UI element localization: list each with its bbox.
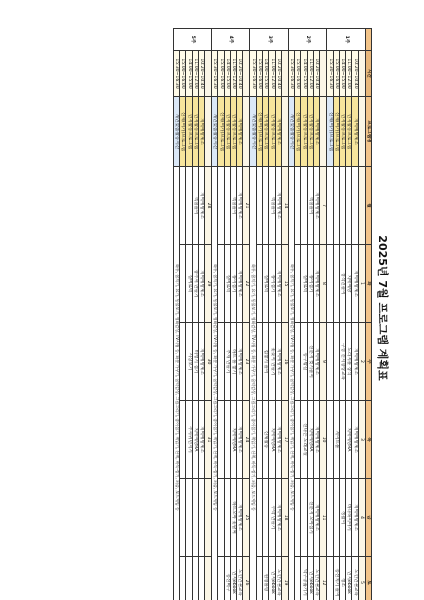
- activity-cell: [218, 557, 224, 600]
- date-cell: 24: [243, 401, 250, 479]
- date-cell: 30: [205, 323, 212, 401]
- time-cell: 15:00~16:00: [256, 51, 262, 97]
- activity-cell: [179, 479, 185, 557]
- program-cell: 인지활동프로그램: [307, 97, 313, 167]
- time-cell: 14:00~15:00: [301, 51, 307, 97]
- program-cell: 인지활동프로그램: [230, 97, 236, 167]
- activity-cell: [179, 167, 185, 245]
- activity-cell: 종이접기: [230, 245, 236, 323]
- activity-cell: 시장보기: [186, 323, 192, 401]
- schedule-row: [314, 29, 320, 600]
- activity-cell: [224, 401, 230, 479]
- activity-cell: [333, 245, 339, 323]
- activity-cell: [295, 323, 301, 401]
- date-row-spacer: [205, 97, 212, 167]
- activity-cell: [333, 323, 339, 401]
- program-cell: 신체(여가)프로그램: [256, 97, 262, 167]
- activity-cell: 치매예방체조: [314, 401, 320, 479]
- activity-cell: 꽃꽂이 만들기: [269, 323, 275, 401]
- activity-cell: 치매예방체조: [237, 479, 243, 557]
- activity-cell: [263, 167, 269, 245]
- activity-cell: 인지ebook: [307, 557, 313, 600]
- schedule-row: [288, 29, 294, 600]
- time-cell: 15:30~16:30: [288, 51, 294, 97]
- activity-cell: [339, 167, 345, 245]
- time-cell: 10:20~10:40: [237, 51, 243, 97]
- program-cell: 치매예방체조: [237, 97, 243, 167]
- schedule-row: [301, 29, 307, 600]
- activity-cell: [263, 479, 269, 557]
- program-cell: 인지활동프로그램: [192, 97, 198, 167]
- activity-cell: 양주셔 만들기: [192, 245, 198, 323]
- activity-cell: 신체활동: [263, 401, 269, 479]
- activity-cell: 치매예방체조: [198, 167, 204, 245]
- day-header-sat: 토: [365, 557, 371, 600]
- date-row-spacer: [243, 51, 250, 97]
- header-row: [365, 29, 371, 600]
- activity-cell: 치매예방체조: [275, 479, 281, 557]
- time-cell: 11:00~12:00: [230, 51, 236, 97]
- activity-cell: 치매예방체조: [314, 167, 320, 245]
- schedule-row: [230, 29, 236, 600]
- activity-cell: [186, 557, 192, 600]
- activity-cell: [218, 245, 224, 323]
- activity-cell: 치매예방체조: [198, 323, 204, 401]
- activity-cell: [192, 479, 198, 557]
- activity-cell: [256, 323, 262, 401]
- week-label: 2주: [288, 29, 326, 51]
- program-cell: 치매예방체조: [275, 97, 281, 167]
- activity-cell: [218, 479, 224, 557]
- time-cell: 11:00~12:00: [192, 51, 198, 97]
- date-cell: 31: [205, 401, 212, 479]
- activity-cell: 치매예방체조: [314, 323, 320, 401]
- activity-cell: [179, 245, 185, 323]
- time-cell: 14:00~15:00: [263, 51, 269, 97]
- activity-cell: 실버로빅: [301, 245, 307, 323]
- activity-cell: [218, 167, 224, 245]
- program-cell: 인지활동프로그램: [346, 97, 352, 167]
- activity-cell: [327, 479, 333, 557]
- time-cell: 10:20~10:40: [275, 51, 281, 97]
- activity-cell: [256, 479, 262, 557]
- activity-cell: 치매예방체조: [352, 245, 358, 323]
- personal-activity-note: 화투, 몸치기, 요가, 동물보기, 영화감상, TV시청 등, 화분 가꾸기, 음악감상, 그림그리기, 종이접기, 책읽기, 산책, 바둑·장기, 퍼즐, 보드게임 등: [288, 167, 294, 600]
- activity-cell: 구성 인지향상교육: [339, 323, 345, 401]
- activity-cell: 치매예방: [346, 245, 352, 323]
- time-cell: 14:00~15:00: [224, 51, 230, 97]
- activity-cell: [218, 401, 224, 479]
- date-cell: [358, 167, 365, 245]
- program-cell: 치매예방체조: [314, 97, 320, 167]
- date-cell: [205, 479, 212, 557]
- activity-cell: 하트 볼 쌓기: [230, 323, 236, 401]
- schedule-row: [250, 29, 256, 600]
- date-cell: 15: [281, 245, 288, 323]
- schedule-row: [256, 29, 262, 600]
- activity-cell: [224, 479, 230, 557]
- activity-cell: 치매예방RA: [192, 401, 198, 479]
- activity-cell: 게이트볼: [333, 401, 339, 479]
- date-cell: 5: [358, 557, 365, 600]
- schedule-sheet: [32, 28, 392, 597]
- activity-cell: [295, 479, 301, 557]
- schedule-row: [275, 29, 281, 600]
- week-header: [365, 29, 371, 51]
- activity-cell: [179, 401, 185, 479]
- date-row: [320, 29, 327, 600]
- personal-activity-note: 화투, 몸치기, 요가, 동물보기, 영화감상, TV시청 등, 화분 가꾸기, 음악감상, 그림그리기, 종이접기, 책읽기, 산책, 바둑·장기, 퍼즐, 보드게임 등: [250, 167, 256, 600]
- time-cell: 15:30~16:30: [212, 51, 218, 97]
- schedule-row: [269, 29, 275, 600]
- date-cell: 28: [205, 167, 212, 245]
- date-cell: 11: [320, 479, 327, 557]
- program-cell: 인지활동프로그램: [263, 97, 269, 167]
- activity-cell: 색칠놀이: [230, 167, 236, 245]
- activity-cell: [327, 167, 333, 245]
- activity-cell: 치매예방체조: [237, 167, 243, 245]
- activity-cell: [339, 401, 345, 479]
- day-header-wed: 수: [365, 323, 371, 401]
- date-row-spacer: [320, 97, 327, 167]
- time-cell: 15:30~16:30: [327, 51, 333, 97]
- activity-cell: 치매예방RA: [307, 401, 313, 479]
- time-cell: 10:20~10:40: [352, 51, 358, 97]
- time-cell: 15:00~16:00: [179, 51, 185, 97]
- activity-cell: [192, 557, 198, 600]
- activity-cell: 치매예방체조: [198, 245, 204, 323]
- activity-cell: [327, 245, 333, 323]
- activity-cell: 치매예방체조: [275, 401, 281, 479]
- activity-cell: 치매예방체조: [352, 323, 358, 401]
- program-cell: 인지활동프로그램: [224, 97, 230, 167]
- program-cell: 개인맞춤활동시간: [288, 97, 294, 167]
- activity-cell: 풍선배구: [224, 557, 230, 600]
- program-cell: 개인맞춤활동시간: [173, 97, 179, 167]
- activity-cell: [218, 323, 224, 401]
- program-cell: 신체(여가)프로그램: [333, 97, 339, 167]
- program-cell: 인지활동프로그램: [339, 97, 345, 167]
- activity-cell: 원형볼링: [263, 557, 269, 600]
- activity-cell: [198, 557, 204, 600]
- time-cell: 14:00~15:00: [186, 51, 192, 97]
- time-cell: 15:00~16:00: [333, 51, 339, 97]
- personal-activity-note: 화투, 몸치기, 요가, 동물보기, 영화감상, TV시청 등, 화분 가꾸기, 음악감상, 그림그리기, 종이접기, 책읽기, 산책, 바둑·장기, 퍼즐, 보드게임 등: [212, 167, 218, 600]
- date-row-spacer: [358, 51, 365, 97]
- activity-cell: 치매예방체조: [275, 167, 281, 245]
- schedule-row: [186, 29, 192, 600]
- time-cell: 11:00~12:00: [307, 51, 313, 97]
- program-cell: 치매예방체조: [198, 97, 204, 167]
- schedule-row: [198, 29, 204, 600]
- activity-cell: 인지ebook: [230, 557, 236, 600]
- schedule-row: [173, 29, 179, 600]
- date-row-spacer: [281, 51, 288, 97]
- activity-cell: [256, 245, 262, 323]
- activity-cell: [301, 167, 307, 245]
- program-cell: 개인맞춤활동시간: [250, 97, 256, 167]
- activity-cell: 치매예방RA: [230, 401, 236, 479]
- date-cell: 9: [320, 323, 327, 401]
- date-cell: 3: [358, 401, 365, 479]
- activity-cell: 색칠놀이: [307, 167, 313, 245]
- date-cell: 18: [281, 479, 288, 557]
- activity-cell: 노인인권교육: [237, 557, 243, 600]
- activity-cell: 신문지 찢기놀이: [307, 323, 313, 401]
- week-label: 3주: [250, 29, 288, 51]
- time-cell: 11:00~12:00: [346, 51, 352, 97]
- time-cell: 10:20~10:40: [198, 51, 204, 97]
- activity-cell: 탁구공옮기기: [301, 557, 307, 600]
- program-cell: 인지활동프로그램: [186, 97, 192, 167]
- activity-cell: 바다속이야기: [346, 479, 352, 557]
- activity-cell: [256, 557, 262, 600]
- activity-cell: [186, 167, 192, 245]
- schedule-row: [295, 29, 301, 600]
- activity-cell: 종이접기: [307, 245, 313, 323]
- date-cell: 8: [320, 245, 327, 323]
- schedule-row: [346, 29, 352, 600]
- activity-cell: 생활이: [339, 479, 345, 557]
- activity-cell: 치매예방RA: [269, 401, 275, 479]
- time-cell: 11:00~12:00: [269, 51, 275, 97]
- schedule-row: [224, 29, 230, 600]
- date-cell: 2: [358, 323, 365, 401]
- program-cell: 인지활동프로그램: [301, 97, 307, 167]
- activity-cell: 종이접기: [269, 245, 275, 323]
- activity-cell: 치매예방체조: [275, 245, 281, 323]
- time-cell: 15:00~16:00: [295, 51, 301, 97]
- activity-cell: 색칠놀이: [269, 167, 275, 245]
- activity-cell: 치매예방체조: [314, 245, 320, 323]
- day-header-tue: 화: [365, 245, 371, 323]
- activity-cell: [301, 479, 307, 557]
- date-row: [205, 29, 212, 600]
- date-row-spacer: [243, 97, 250, 167]
- activity-cell: 풍선치기 놀이: [333, 557, 339, 600]
- date-cell: 29: [205, 245, 212, 323]
- schedule-row: [307, 29, 313, 600]
- activity-cell: [179, 557, 185, 600]
- activity-cell: 청소: [339, 557, 345, 600]
- activity-cell: [333, 167, 339, 245]
- day-header-mon: 월: [365, 167, 371, 245]
- activity-cell: [352, 167, 358, 245]
- program-header: 프로그램명: [365, 97, 371, 167]
- activity-cell: [295, 245, 301, 323]
- activity-cell: 부채 만들기: [224, 323, 230, 401]
- activity-cell: 노인인권교육: [352, 557, 358, 600]
- activity-cell: 치매예방체조: [198, 401, 204, 479]
- date-row: [358, 29, 365, 600]
- date-cell: 1: [358, 245, 365, 323]
- program-cell: 신체(여가)프로그램: [218, 97, 224, 167]
- date-cell: 19: [281, 557, 288, 600]
- date-cell: 14: [281, 167, 288, 245]
- activity-cell: [327, 557, 333, 600]
- activity-cell: 인지ebook: [346, 557, 352, 600]
- activity-cell: 치매예방체조: [275, 323, 281, 401]
- date-cell: 7: [320, 167, 327, 245]
- activity-cell: 신나는 노래교실: [301, 401, 307, 479]
- activity-cell: [179, 323, 185, 401]
- time-cell: 14:00~15:00: [339, 51, 345, 97]
- time-cell: 15:30~16:30: [173, 51, 179, 97]
- schedule-table: [173, 28, 372, 600]
- activity-cell: 신문지 모아접기: [307, 479, 313, 557]
- activity-cell: 실버로빅: [186, 245, 192, 323]
- activity-cell: 비행기 접기: [192, 323, 198, 401]
- activity-cell: 실버로빅: [263, 245, 269, 323]
- activity-cell: 주사위던지기: [186, 401, 192, 479]
- date-cell: 26: [243, 557, 250, 600]
- date-row-spacer: [358, 97, 365, 167]
- activity-cell: 도라지볼 장식: [346, 323, 352, 401]
- activity-cell: 치매예방체조: [237, 401, 243, 479]
- activity-cell: 치매예방체조: [314, 479, 320, 557]
- date-row-spacer: [281, 97, 288, 167]
- schedule-row: [237, 29, 243, 600]
- activity-cell: 치매예방체조: [237, 323, 243, 401]
- schedule-row: [179, 29, 185, 600]
- schedule-row: [327, 29, 333, 600]
- schedule-row: [218, 29, 224, 600]
- date-cell: 16: [281, 323, 288, 401]
- schedule-row: [333, 29, 339, 600]
- date-row: [281, 29, 288, 600]
- activity-cell: [198, 479, 204, 557]
- day-header-thu: 목: [365, 401, 371, 479]
- date-row: [243, 29, 250, 600]
- program-cell: 신체(여가)프로그램: [327, 97, 333, 167]
- program-cell: 개인맞춤활동시간: [212, 97, 218, 167]
- time-cell: 10:20~10:40: [314, 51, 320, 97]
- activity-cell: 컵쌓기 놀이: [263, 323, 269, 401]
- time-cell: 15:30~16:30: [250, 51, 256, 97]
- schedule-row: [339, 29, 345, 600]
- date-cell: 12: [320, 557, 327, 600]
- date-cell: 21: [243, 167, 250, 245]
- personal-activity-note: 화투, 몸치기, 요가, 동물보기, 영화감상, TV시청 등, 화분 가꾸기, 음악감상, 그림그리기, 종이접기, 책읽기, 산책, 바둑·장기, 퍼즐, 보드게임 등: [173, 167, 179, 600]
- week-label: 4주: [212, 29, 250, 51]
- activity-cell: [295, 557, 301, 600]
- date-cell: 10: [320, 401, 327, 479]
- activity-cell: [224, 167, 230, 245]
- schedule-row: [263, 29, 269, 600]
- time-header: 시간: [365, 51, 371, 97]
- activity-cell: 수박 만들기: [269, 479, 275, 557]
- activity-cell: 치매예방체조: [352, 401, 358, 479]
- activity-cell: 동구밖길: [301, 323, 307, 401]
- date-cell: 22: [243, 245, 250, 323]
- activity-cell: 노인인권교육: [275, 557, 281, 600]
- activity-cell: [186, 479, 192, 557]
- activity-cell: 치매예방체조: [237, 245, 243, 323]
- program-cell: 신체(여가)프로그램: [295, 97, 301, 167]
- activity-cell: [256, 401, 262, 479]
- time-cell: 15:00~16:00: [218, 51, 224, 97]
- schedule-row: [192, 29, 198, 600]
- activity-cell: 치매예방RA: [346, 401, 352, 479]
- day-header-fri: 금: [365, 479, 371, 557]
- date-row-spacer: [320, 51, 327, 97]
- activity-cell: [256, 167, 262, 245]
- activity-cell: 하트모아 꽃팔찌: [230, 479, 236, 557]
- schedule-row: [352, 29, 358, 600]
- week-label: 1주: [327, 29, 365, 51]
- activity-cell: [295, 167, 301, 245]
- activity-cell: 색칠놀이: [192, 167, 198, 245]
- date-cell: 25: [243, 479, 250, 557]
- activity-cell: [346, 167, 352, 245]
- activity-cell: 실버로빅: [224, 245, 230, 323]
- date-cell: 4: [358, 479, 365, 557]
- page-title: 2025년 7월 프로그램 계획표: [376, 235, 389, 381]
- activity-cell: 정적인놀이: [339, 245, 345, 323]
- schedule-row: [212, 29, 218, 600]
- program-cell: 인지활동프로그램: [269, 97, 275, 167]
- activity-cell: [333, 479, 339, 557]
- activity-cell: [327, 323, 333, 401]
- activity-cell: 치매예방체조: [352, 479, 358, 557]
- date-cell: [205, 557, 212, 600]
- program-cell: 신체(여가)프로그램: [179, 97, 185, 167]
- week-label: 5주: [173, 29, 211, 51]
- date-cell: 23: [243, 323, 250, 401]
- date-cell: 17: [281, 401, 288, 479]
- date-row-spacer: [205, 51, 212, 97]
- activity-cell: [327, 401, 333, 479]
- activity-cell: 인지ebook: [269, 557, 275, 600]
- activity-cell: [295, 401, 301, 479]
- activity-cell: 노인인권교육: [314, 557, 320, 600]
- program-cell: 치매예방체조: [352, 97, 358, 167]
